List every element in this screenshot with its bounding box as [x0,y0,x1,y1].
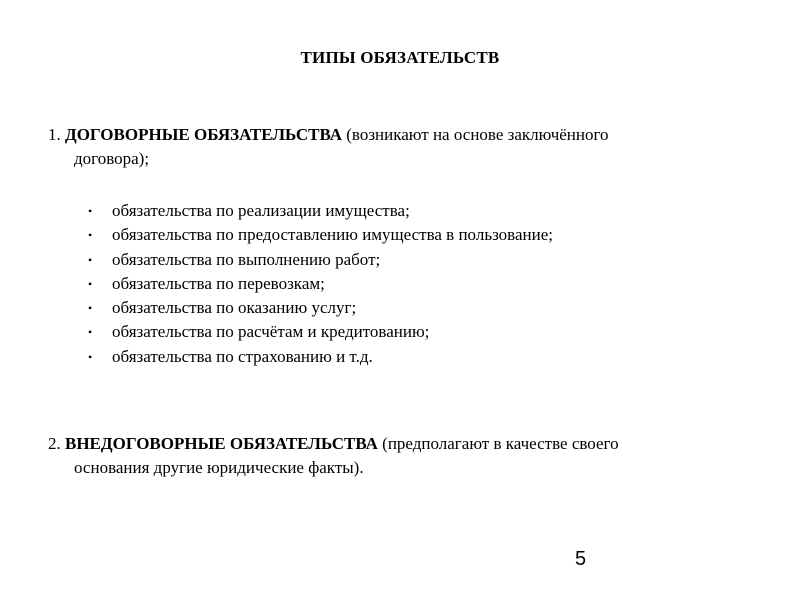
list-item [88,296,728,320]
section-non-contractual [48,432,752,480]
bullet-icon: • [88,325,93,340]
list-item-text: обязательства по расчётам и кредитованию; [112,322,430,342]
section-contractual-desc-continued: договора); [74,149,150,168]
list-item-text: обязательства по страхованию и т.д. [112,346,373,366]
bullet-icon: • [88,228,93,243]
bullet-icon: • [88,301,93,316]
list-item-text: обязательства по выполнению работ; [112,249,381,269]
list-item [88,320,728,344]
list-item [88,345,728,369]
bullet-icon: • [88,204,93,218]
list-item [88,248,728,272]
list-item-text: обязательства по перевозкам; [112,273,325,293]
section-contractual-term: ДОГОВОРНЫЕ ОБЯЗАТЕЛЬСТВА [65,125,343,144]
section-non-contractual-desc-continued: основания другие юридические факты). [74,458,364,477]
list-item-text: обязательства по реализации имущества; [112,201,410,220]
section-non-contractual-number: 2. [48,434,61,453]
list-item-text: обязательства по предоставлению имущества в пользование; [112,225,553,245]
slide-title: ТИПЫ ОБЯЗАТЕЛЬСТВ [300,48,500,67]
section-contractual [48,123,752,171]
bullet-icon: • [88,349,93,364]
list-item [88,223,728,247]
section-non-contractual-desc: (предполагают в качестве своего [382,434,619,453]
contractual-obligations-list [88,199,728,369]
section-non-contractual-line1 [48,432,752,456]
page-number: 5 [575,548,587,570]
section-contractual-line1 [48,123,752,147]
bullet-icon: • [88,276,93,291]
section-contractual-desc: (возникают на основе заключённого [346,125,609,144]
list-item [88,272,728,296]
section-non-contractual-term: ВНЕДОГОВОРНЫЕ ОБЯЗАТЕЛЬСТВА [65,434,378,453]
section-contractual-number: 1. [48,125,61,144]
list-item [88,199,728,223]
list-item-text: обязательства по оказанию услуг; [112,298,357,318]
bullet-icon: • [88,252,93,267]
